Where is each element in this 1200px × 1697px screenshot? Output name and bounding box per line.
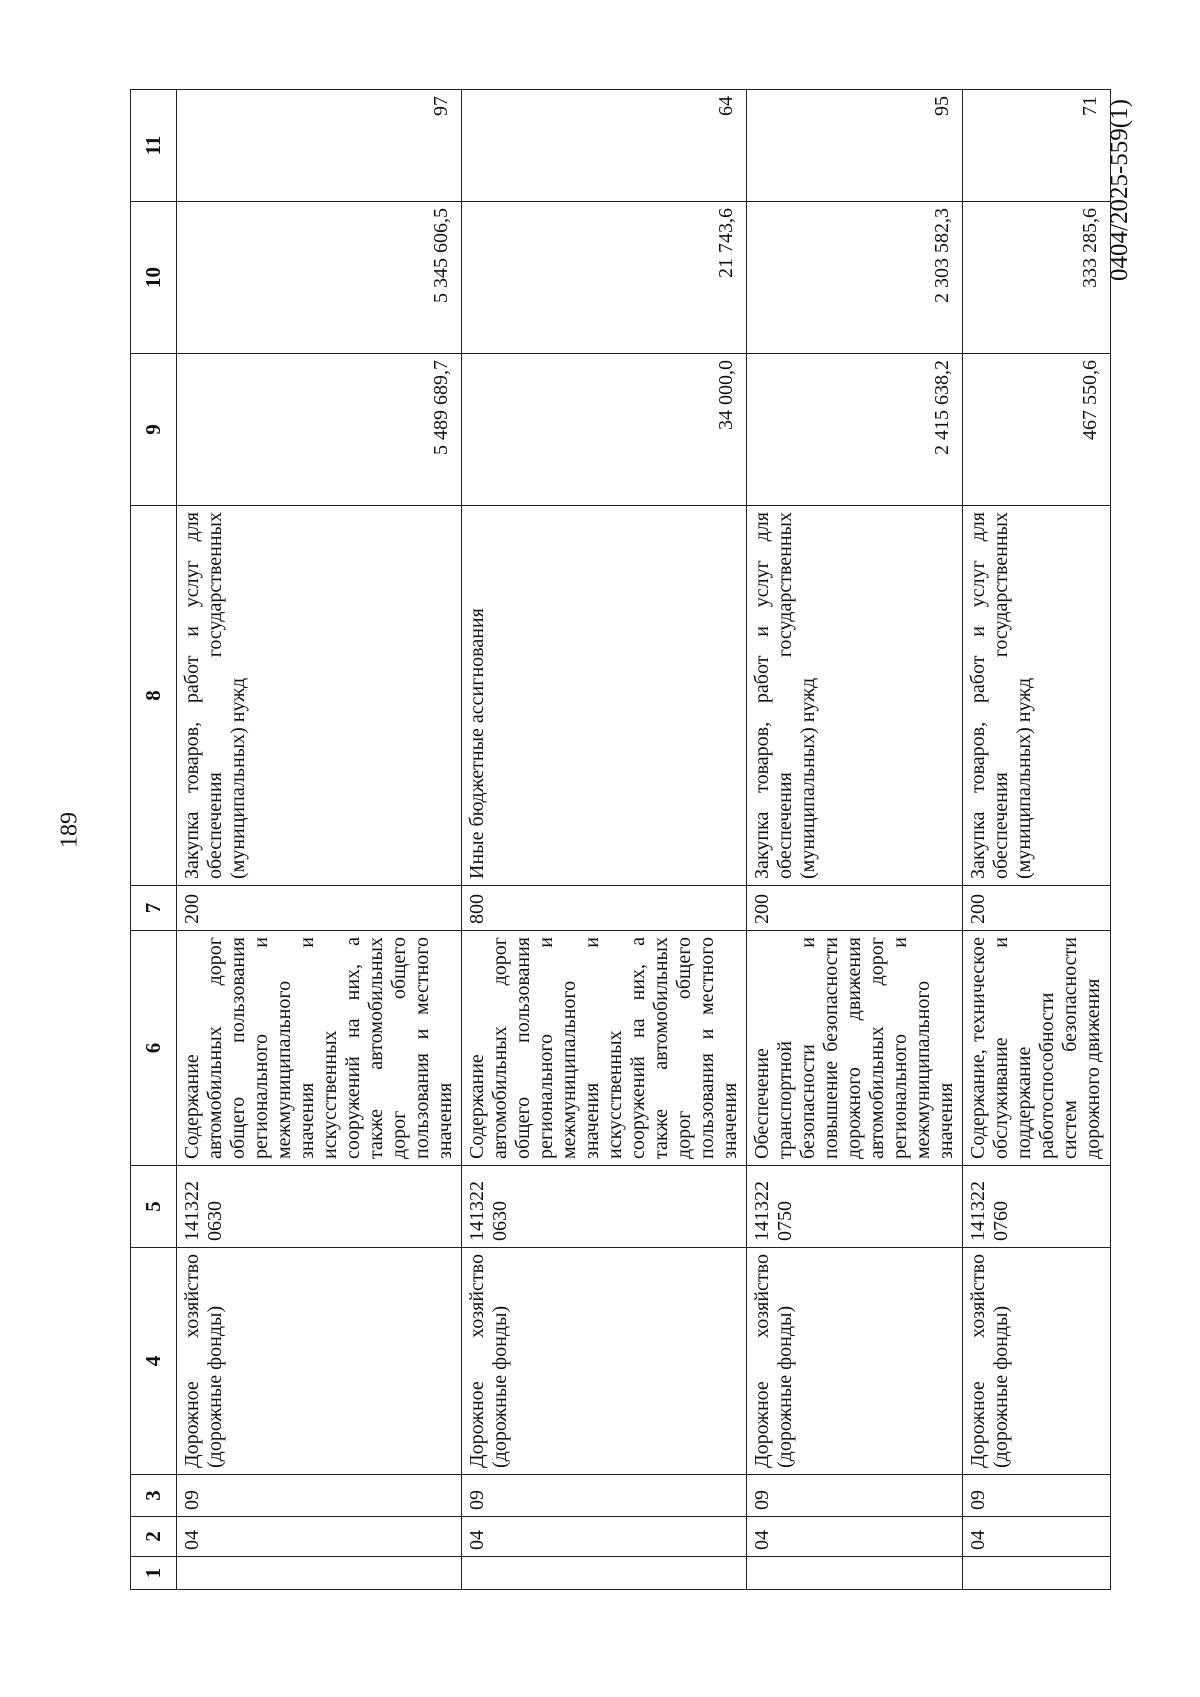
cell-row-number [747,1557,963,1590]
cell-execution-percent: 71 [963,90,1111,202]
column-header: 3 [131,1475,177,1517]
cell-executed-amount: 2 303 582,3 [747,202,963,354]
cell-subsection-name: Дорожное хозяйство (дорожные фонды) [963,1248,1111,1475]
cell-target-article [462,1166,747,1248]
document-code: 0404/2025-559(1) [1106,99,1133,281]
cell-subsection: 09 [462,1475,747,1517]
budget-table [130,89,1111,1590]
cell-target-article [963,1166,1111,1248]
target-article-part1: 141322 [181,1181,203,1241]
cell-subsection: 09 [747,1475,963,1517]
cell-row-number [963,1557,1111,1590]
cell-expense-type: 200 [963,886,1111,931]
table-row [963,90,1111,1590]
cell-target-article-name: Обеспечение транспортной безопасности и повышение безопасности дорожного движения автомобильных дорог регионального и межмуниципального значения [747,931,963,1166]
column-header: 10 [131,202,177,354]
cell-expense-type-name: Закупка товаров, работ и услуг для обеспечения государственных (муниципальных) нужд [177,506,462,886]
column-header: 1 [131,1557,177,1590]
cell-subsection: 09 [963,1475,1111,1517]
cell-executed-amount: 333 285,6 [963,202,1111,354]
cell-target-article-name: Содержание автомобильных дорог общего пользования регионального и межмуниципального значения и искусственных сооружений на них, а также автомобильных дорог общего пользования и местного значения [462,931,747,1166]
cell-expense-type-name: Закупка товаров, работ и услуг для обеспечения государственных (муниципальных) нужд [747,506,963,886]
cell-expense-type: 200 [747,886,963,931]
column-header: 2 [131,1517,177,1557]
target-article-part1: 141322 [967,1181,989,1241]
column-header: 7 [131,886,177,931]
cell-row-number [177,1557,462,1590]
cell-section: 04 [963,1517,1111,1557]
cell-executed-amount: 21 743,6 [462,202,747,354]
cell-expense-type: 200 [177,886,462,931]
column-header: 11 [131,90,177,202]
cell-subsection-name: Дорожное хозяйство (дорожные фонды) [462,1248,747,1475]
header-row [131,90,177,1590]
column-header: 5 [131,1166,177,1248]
target-article-part2: 0630 [204,1201,226,1241]
cell-subsection-name: Дорожное хозяйство (дорожные фонды) [177,1248,462,1475]
cell-expense-type-name: Закупка товаров, работ и услуг для обеспечения государственных (муниципальных) нужд [963,506,1111,886]
cell-approved-amount: 467 550,6 [963,354,1111,506]
cell-approved-amount: 2 415 638,2 [747,354,963,506]
cell-target-article [177,1166,462,1248]
cell-section: 04 [462,1517,747,1557]
cell-target-article-name: Содержание, техническое обслуживание и поддержание работоспособности систем безопасности дорожного движения [963,931,1111,1166]
cell-section: 04 [177,1517,462,1557]
cell-execution-percent: 95 [747,90,963,202]
budget-table-container [130,90,1104,1590]
target-article-part2: 0630 [489,1201,511,1241]
cell-execution-percent: 64 [462,90,747,202]
column-header: 8 [131,506,177,886]
cell-approved-amount: 34 000,0 [462,354,747,506]
cell-approved-amount: 5 489 689,7 [177,354,462,506]
column-header: 4 [131,1248,177,1475]
target-article-part1: 141322 [466,1181,488,1241]
table-row [462,90,747,1590]
cell-row-number [462,1557,747,1590]
cell-subsection: 09 [177,1475,462,1517]
target-article-part1: 141322 [751,1181,773,1241]
target-article-part2: 0760 [990,1201,1012,1241]
cell-execution-percent: 97 [177,90,462,202]
cell-expense-type: 800 [462,886,747,931]
column-header: 6 [131,931,177,1166]
cell-expense-type-name: Иные бюджетные ассигнования [462,506,747,886]
cell-executed-amount: 5 345 606,5 [177,202,462,354]
target-article-part2: 0750 [774,1201,796,1241]
column-header: 9 [131,354,177,506]
cell-subsection-name: Дорожное хозяйство (дорожные фонды) [747,1248,963,1475]
cell-section: 04 [747,1517,963,1557]
table-row [747,90,963,1590]
page-number: 189 [56,812,83,848]
cell-target-article [747,1166,963,1248]
table-row [177,90,462,1590]
cell-target-article-name: Содержание автомобильных дорог общего пользования регионального и межмуниципального значения и искусственных сооружений на них, а также автомобильных дорог общего пользования и местного значения [177,931,462,1166]
